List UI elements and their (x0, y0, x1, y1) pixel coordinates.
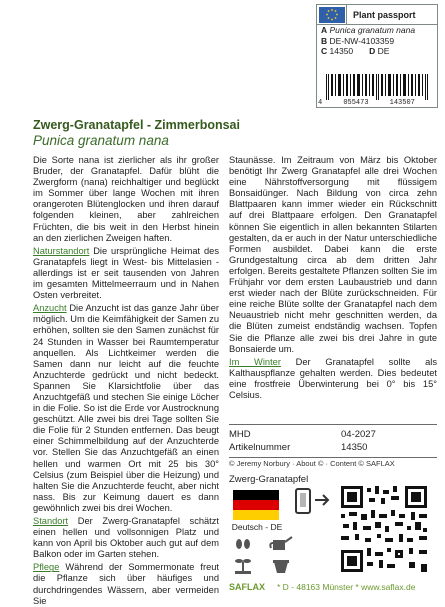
divider-bottom (229, 457, 437, 458)
qr-code-icon[interactable] (333, 486, 435, 572)
article-number-row (229, 441, 437, 454)
pflege-continued: Staunässe. Im Zeitraum von März bis Oktober benötigt Ihr Zwerg Granatapfel alle drei Wochen eine Nährstoffversorgung mit flüssigem Bonsaidünger. Nach Bildung von circa zehn Blattpaaren kann immer wieder ein Rückschnitt auf drei Blattpaare erfolgen. Den Granatapfel können Sie eigentlich in allen bekannten Stilarten gestalten, da er auch in der Natur unterschiedliche Formen ausbildet. Dabei kann die erste Grundgestaltung circa ab dem dritten Jahr erfolgen. Bereits gestaltete Pflanzen sollten Sie im Frühjahr vor dem ersten Laubaustrieb und dann erst wieder nach der Blüte zurückschneiden. Für eine reiche Blüte sollte der Granatapfel nach dem Neuaustrieb nicht mehr geschnitten werden, da die Blüten zumeist endständig wachsen. Topfen Sie die Pflanze alle zwei bis drei Jahre in gute Bonsaierde um. (229, 155, 437, 354)
plant-passport-title: Plant passport (353, 9, 416, 20)
product-meta (229, 428, 437, 454)
seed-icon (233, 536, 253, 552)
passport-line-b: B DE-NW-4103359 (321, 35, 395, 46)
description-left-column (33, 155, 219, 606)
description-right-column (229, 155, 437, 403)
passport-line-a: A Punica granatum nana (321, 25, 416, 35)
anzucht-heading: Anzucht (33, 303, 67, 314)
product-title: Zwerg-Granatapfel - Zimmerbonsai (33, 118, 240, 132)
article-number-label: Artikelnummer (229, 442, 291, 453)
natur-section: Naturstandort Die ursprüngliche Heimat des Granatapfels liegt in West- bis Mittelasien - allerdings ist er seit tausenden von Jahren im gesamten Mittelmeerraum und in Nahen Osten verbreitet. (33, 245, 219, 301)
mhd-value: 04-2027 (341, 429, 376, 440)
language-label: Deutsch - DE (231, 522, 283, 532)
arrow-right-icon (313, 490, 333, 510)
passport-line-c: C 14350 (321, 46, 354, 56)
pflege-section: Pflege Während der Sommermonate freut die Pflanze sich über häufiges und durchdringendes Wässern, aber vermeiden Sie (33, 562, 219, 606)
watering-icon (269, 534, 293, 554)
pflege-heading: Pflege (33, 562, 60, 573)
barcode (318, 74, 436, 108)
barcode-digits-1: 055473 (343, 99, 369, 107)
winter-section: Im Winter Der Granatapfel sollte als Kalthauspflanze gehalten werden. Dies bedeutet eine frostfreie Überwinterung bei 0° bis 15° Celsius. (229, 356, 437, 400)
natur-heading: Naturstandort (33, 245, 90, 256)
header-area (0, 0, 445, 120)
mhd-row (229, 428, 437, 441)
article-number-value: 14350 (341, 442, 368, 453)
divider-top (229, 424, 437, 425)
intro-paragraph: Die Sorte nana ist zierlicher als ihr großer Bruder, der Granatapfel. Dafür blüht die Zwergform (nana) reichhaltiger und beglückt im Sommer über lange Wochen mit ihren orangeroten Blütenglocken und ihren darauf folgenden kleinen, aber zahlreichen Früchten, die bis weit in den Herbst hinein an den zierlichen Zweigen haften. (33, 155, 219, 243)
product-name-small: Zwerg-Granatapfel (229, 474, 309, 485)
mhd-label: MHD (229, 429, 251, 440)
standort-section: Standort Der Zwerg-Granatapfel schätzt einen hellen und vollsonnigen Platz und kann von April bis Oktober auch gut auf dem Balkon oder im Garten stehen. (33, 516, 219, 560)
plant-passport-header (317, 5, 437, 25)
copyright-text: © Jeremy Norbury · About © · Content © SAFLAX (229, 459, 395, 468)
german-flag-icon (233, 490, 279, 520)
pot-icon (271, 554, 291, 574)
anzucht-section: Anzucht Die Anzucht ist das ganze Jahr über möglich. Um die Keimfähigkeit der Samen zu erhöhen, sollten sie den Samen zunächst für 24 Stunden in Wasser bei Raumtemperatur anquellen. Als Lichtkeimer werden die Samen dann nur leicht auf die feuchte Anzuchterde gedrückt und nicht bedeckt. Spannen Sie Klarsichtfolie über das Anzuchtgefäß und stechen Sie einige Löcher in die Folie. So ist die Erde vor Austrocknung geschützt. Alle zwei bis drei Tage sollten Sie die Folie für 2 Stunden entfernen. Das beugt einer Schimmelbildung auf der Anzuchterde vor. Stellen Sie das Anzuchtgefäß an einen hellen und warmen Ort mit 25 bis 30° Celsius (zum Beispiel über die Heizung) und halten Sie die Anzuchterde feucht, aber nicht nass. Bis zur Keimung dauert es dann gewöhnlich zwei bis drei Wochen. (33, 303, 219, 513)
phone-icon (295, 488, 311, 514)
eu-leaf-icon (317, 5, 347, 24)
barcode-digit-left: 4 (318, 99, 323, 107)
care-icons (229, 534, 329, 574)
winter-heading: Im Winter (229, 356, 281, 367)
sprout-icon (233, 554, 253, 574)
passport-line-d: D DE (369, 46, 390, 56)
footer-address[interactable]: * D - 48163 Münster * www.saflax.de (277, 582, 416, 592)
standort-heading: Standort (33, 516, 69, 526)
footer (229, 577, 439, 597)
brand-logo: SAFLAX (229, 582, 265, 592)
product-latin-name: Punica granatum nana (33, 133, 169, 148)
barcode-digits-2: 143507 (389, 99, 415, 107)
